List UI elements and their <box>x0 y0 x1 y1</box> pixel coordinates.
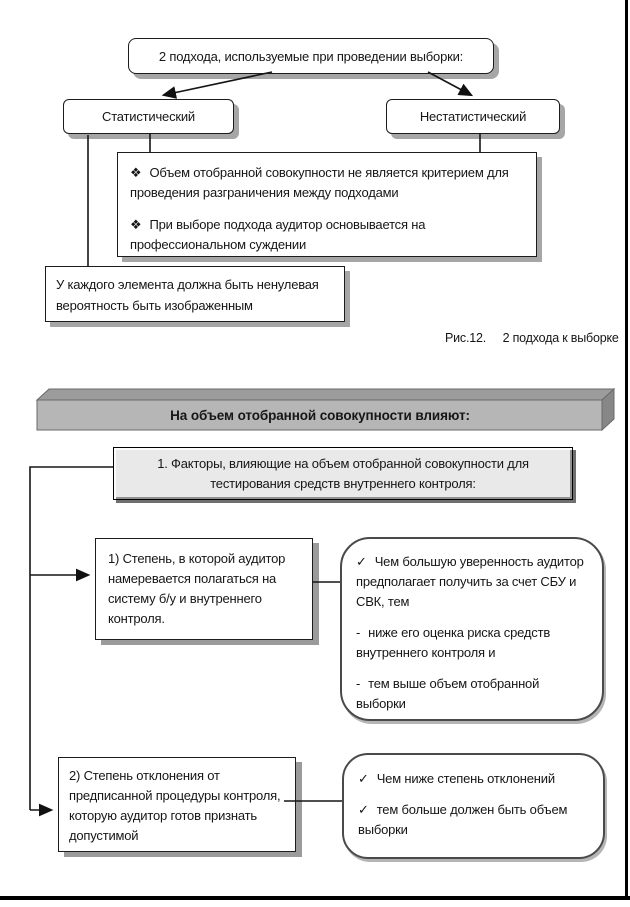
result-item <box>358 769 589 789</box>
arrow-title-to-nonstatistical <box>428 72 471 95</box>
result-item-text: тем больше должен быть объем выборки <box>358 802 568 837</box>
probability-text: У каждого элемента должна быть ненулевая вероятность быть изображенным <box>56 277 319 313</box>
caption-number: Рис.12. <box>445 331 487 345</box>
result-item <box>356 674 588 714</box>
banner-top-face <box>37 389 614 400</box>
banner-title-label: На объем отобранной совокупности влияют: <box>170 407 470 423</box>
page-border-right <box>625 0 628 899</box>
factors-box <box>113 447 573 500</box>
dash-icon: - <box>356 625 361 640</box>
result2-box <box>342 753 605 859</box>
check-icon: ✓ <box>358 802 369 817</box>
result-item <box>356 623 588 663</box>
arrow-title-to-statistical <box>164 72 272 95</box>
result-item <box>358 800 589 840</box>
statistical-label: Статистический <box>102 109 195 124</box>
result1-box <box>340 537 604 721</box>
result-item-text: ниже его оценка риска средств внутреннего контроля и <box>356 625 551 660</box>
factor1-text: 1) Степень, в которой аудитор намеревается полагаться на систему б/у и внутреннего контроля. <box>108 551 286 626</box>
approaches-title-box <box>128 38 494 74</box>
factors-box-label: 1. Факторы, влияющие на объем отобранной совокупности для тестирования средств внутреннего контроля: <box>157 455 529 491</box>
dash-icon: - <box>356 676 361 691</box>
result-item <box>356 552 588 612</box>
criteria-item <box>130 215 524 255</box>
factor1-box <box>95 538 313 640</box>
banner-title <box>37 400 603 430</box>
statistical-box <box>63 99 234 134</box>
diamond-bullet-icon: ❖ <box>130 165 142 180</box>
result-item-text: Чем ниже степень отклонений <box>376 771 555 786</box>
check-icon: ✓ <box>358 771 369 786</box>
figure-caption <box>445 331 619 345</box>
nonstatistical-box <box>386 99 560 134</box>
result-item-text: тем выше объем отобранной выборки <box>356 676 540 711</box>
factor2-box <box>58 757 296 852</box>
approaches-title-label: 2 подхода, используемые при проведении выборки: <box>158 48 464 64</box>
page-border-bottom <box>0 896 630 900</box>
criteria-item-text: Объем отобранной совокупности не является критерием для проведения разграничения между подходами <box>130 165 509 200</box>
criteria-box <box>117 152 537 257</box>
check-icon: ✓ <box>356 554 367 569</box>
probability-box <box>45 266 345 322</box>
factor2-text: 2) Степень отклонения от предписанной процедуры контроля, которую аудитор готов признать допустимой <box>69 768 281 843</box>
criteria-item <box>130 163 524 203</box>
criteria-item-text: При выборе подхода аудитор основывается на профессиональном суждении <box>130 217 426 252</box>
nonstatistical-label: Нестатистический <box>419 109 527 124</box>
caption-text: 2 подхода к выборке <box>502 331 619 345</box>
diamond-bullet-icon: ❖ <box>130 217 142 232</box>
result-item-text: Чем большую уверенность аудитор предполагает получить за счет СБУ и СВК, тем <box>356 554 584 609</box>
